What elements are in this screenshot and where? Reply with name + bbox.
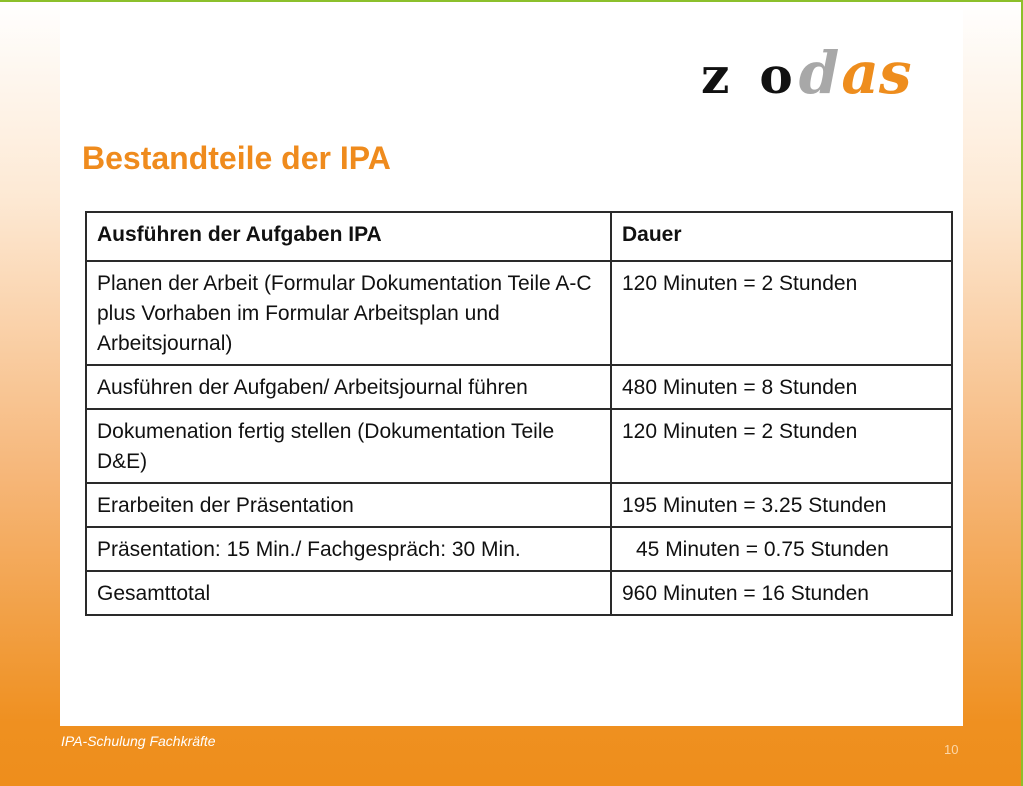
table-row-total: [86, 571, 952, 615]
table-row: [86, 261, 952, 365]
logo-letter-d: d: [798, 39, 840, 107]
task-cell: Erarbeiten der Präsentation: [86, 483, 611, 527]
duration-cell: 45 Minuten = 0.75 Stunden: [611, 527, 952, 571]
zodas-logo: [701, 38, 912, 108]
task-cell: Präsentation: 15 Min./ Fachgespräch: 30 Min.: [86, 527, 611, 571]
column-header-duration: Dauer: [611, 212, 952, 261]
table-row: [86, 365, 952, 409]
ipa-components-table: [85, 211, 953, 616]
task-cell: Dokumenation fertig stellen (Dokumentation Teile D&E): [86, 409, 611, 483]
duration-cell: 120 Minuten = 2 Stunden: [611, 409, 952, 483]
slide-title: Bestandteile der IPA: [82, 140, 391, 176]
duration-cell: 195 Minuten = 3.25 Stunden: [611, 483, 952, 527]
page-number: 10: [944, 742, 959, 757]
logo-letter-o: o: [759, 46, 793, 105]
duration-cell: 960 Minuten = 16 Stunden: [611, 571, 952, 615]
table-row: [86, 527, 952, 571]
logo-letter-z: z: [701, 46, 730, 105]
logo-letters-as: as: [841, 39, 912, 107]
duration-cell: 120 Minuten = 2 Stunden: [611, 261, 952, 365]
table-header-row: [86, 212, 952, 261]
table-row: [86, 409, 952, 483]
column-header-task: Ausführen der Aufgaben IPA: [86, 212, 611, 261]
slide: [60, 10, 963, 726]
table-row: [86, 483, 952, 527]
duration-cell: 480 Minuten = 8 Stunden: [611, 365, 952, 409]
task-cell: Planen der Arbeit (Formular Dokumentation Teile A-C plus Vorhaben im Formular Arbeitsplan und Arbeitsjournal): [86, 261, 611, 365]
footer-text: IPA-Schulung Fachkräfte: [61, 733, 216, 749]
top-accent-line: [0, 0, 1023, 2]
task-cell: Ausführen der Aufgaben/ Arbeitsjournal führen: [86, 365, 611, 409]
task-cell: Gesamttotal: [86, 571, 611, 615]
